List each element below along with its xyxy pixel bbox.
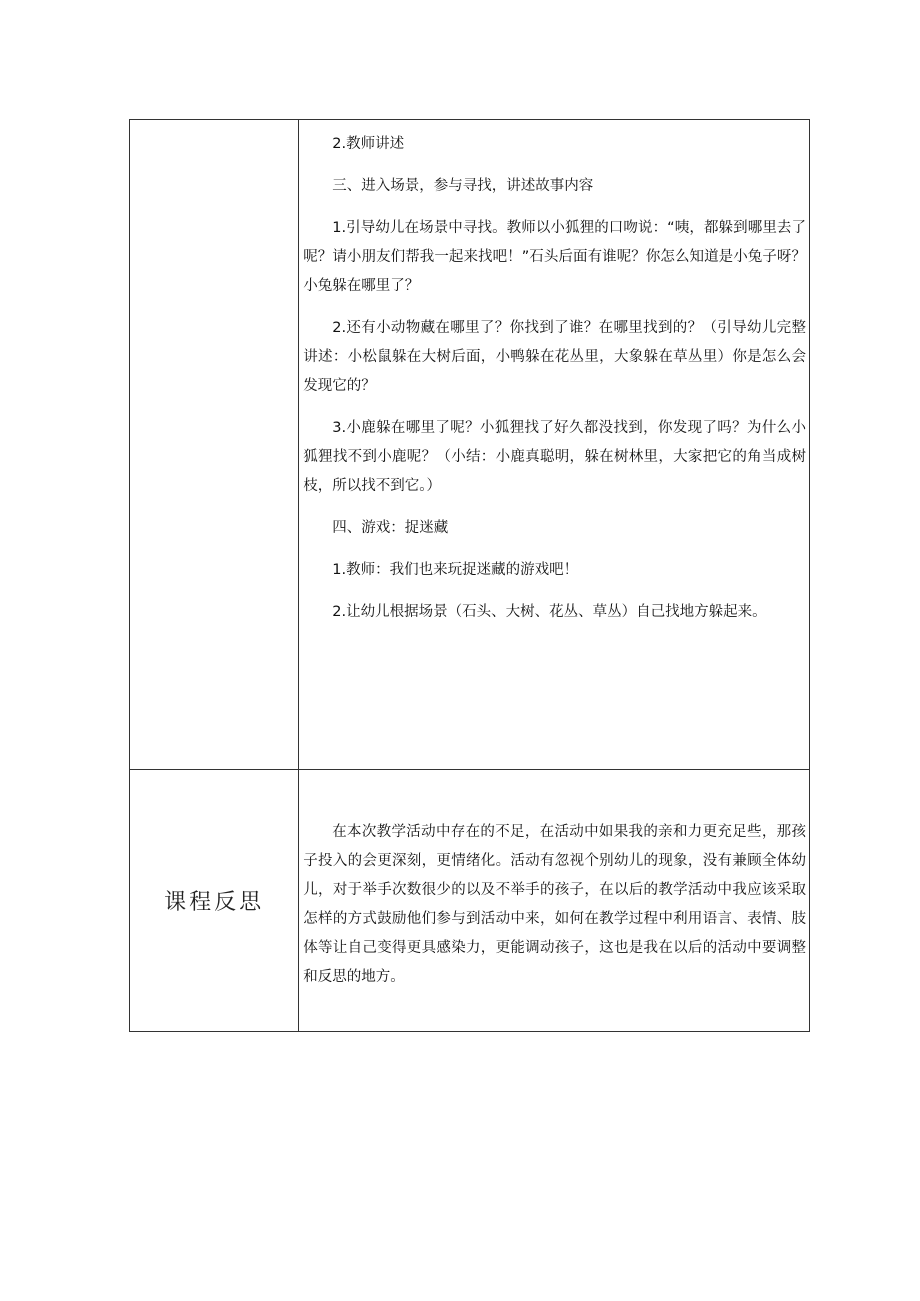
table-row-activity: [130, 120, 810, 770]
section-heading-game: 四、游戏：捉迷藏: [332, 520, 449, 536]
section-heading-enter-scene: 三、进入场景，参与寻找，讲述故事内容: [332, 178, 594, 194]
paragraph-teacher-narration: 2.教师讲述: [332, 136, 405, 152]
paragraph-little-deer: 3.小鹿躲在哪里了呢？小狐狸找了好久都没找到，你发现了吗？为什么小狐狸找不到小鹿呢？（小结：小鹿真聪明，躲在树林里，大家把它的角当成树枝，所以找不到它。）: [303, 420, 806, 494]
table-row-reflection: [130, 770, 810, 1032]
activity-content-cell: [299, 120, 810, 770]
paragraph-reflection: 在本次教学活动中存在的不足，在活动中如果我的亲和力更充足些，那孩子投入的会更深刻，更情绪化。活动有忽视个别幼儿的现象，没有兼顾全体幼儿，对于举手次数很少的以及不举手的孩子，在以后的教学活动中我应该采取怎样的方式鼓励他们参与到活动中来，如何在教学过程中利用语言、表情、肢体等让自己变得更具感染力，更能调动孩子，这也是我在以后的活动中要调整和反思的地方。: [303, 824, 806, 985]
reflection-content-cell: [299, 770, 810, 1032]
paragraph-guide-search: 1.引导幼儿在场景中寻找。教师以小狐狸的口吻说：“咦，都躲到哪里去了呢？请小朋友们帮我一起来找吧！”石头后面有谁呢？你怎么知道是小兔子呀？小兔躲在哪里了？: [303, 220, 806, 294]
paragraph-teacher-game: 1.教师：我们也来玩捉迷藏的游戏吧！: [332, 562, 579, 578]
course-reflection-label: 课程反思: [164, 890, 265, 915]
lesson-plan-table: [129, 119, 810, 1032]
row-label-cell: [130, 770, 299, 1032]
paragraph-other-animals: 2.还有小动物藏在哪里了？你找到了谁？在哪里找到的？（引导幼儿完整讲述：小松鼠躲在大树后面，小鸭躲在花丛里，大象躲在草丛里）你是怎么会发现它的？: [303, 320, 806, 394]
paragraph-children-hide: 2.让幼儿根据场景（石头、大树、花丛、草丛）自己找地方躲起来。: [332, 604, 767, 620]
row-label-cell-empty: [130, 120, 299, 770]
